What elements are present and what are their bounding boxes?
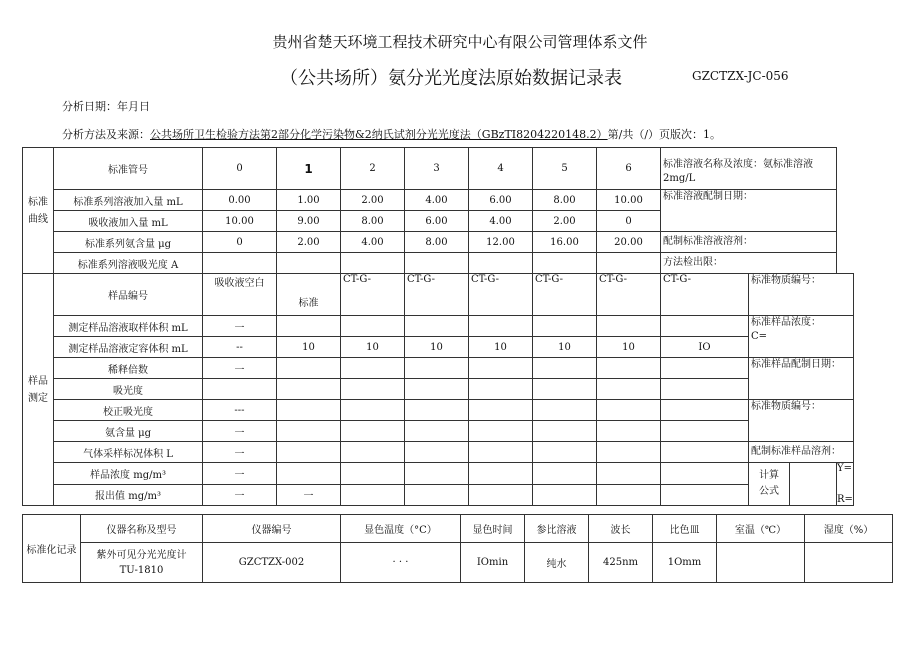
sample-cell: 一 bbox=[203, 316, 277, 337]
sample-cell bbox=[597, 484, 661, 506]
curve-cell: 2.00 bbox=[341, 190, 405, 211]
tube-1: 1 bbox=[277, 148, 341, 190]
std-solution-prep-date: 标准溶液配制日期： bbox=[661, 190, 837, 232]
sample-cell bbox=[405, 316, 469, 337]
sample-cell bbox=[341, 463, 405, 485]
sample-cell bbox=[405, 463, 469, 485]
std-header: 仪器编号 bbox=[203, 515, 341, 543]
sample-cell bbox=[533, 484, 597, 506]
sample-row-label: 校正吸光度 bbox=[54, 400, 203, 421]
tube-no-label: 标准管号 bbox=[54, 148, 203, 190]
tube-4: 4 bbox=[469, 148, 533, 190]
sample-cell bbox=[341, 316, 405, 337]
sample-cell bbox=[661, 358, 749, 379]
curve-cell: 8.00 bbox=[405, 232, 469, 253]
std-solution-name: 标准溶液名称及浓度：氨标准溶液2mg/L bbox=[661, 148, 837, 190]
std-header: 波长 bbox=[589, 515, 653, 543]
tube-6: 6 bbox=[597, 148, 661, 190]
curve-cell: 4.00 bbox=[469, 211, 533, 232]
sample-cell bbox=[533, 421, 597, 442]
sample-cell bbox=[597, 379, 661, 400]
sample-cell bbox=[661, 400, 749, 421]
sample-cell: 一 bbox=[203, 484, 277, 506]
sample-cell bbox=[341, 379, 405, 400]
sample-cell bbox=[533, 316, 597, 337]
sample-cell bbox=[341, 358, 405, 379]
record-table bbox=[22, 147, 854, 506]
curve-cell: 20.00 bbox=[597, 232, 661, 253]
std-header: 湿度（%） bbox=[805, 515, 893, 543]
curve-cell bbox=[533, 253, 597, 274]
sample-row-label: 吸光度 bbox=[54, 379, 203, 400]
tube-5: 5 bbox=[533, 148, 597, 190]
curve-cell: 4.00 bbox=[341, 232, 405, 253]
sample-cell bbox=[277, 400, 341, 421]
curve-cell: 8.00 bbox=[533, 190, 597, 211]
sample-cell: 10 bbox=[341, 337, 405, 358]
sample-cell: 10 bbox=[533, 337, 597, 358]
sample-cell: 10 bbox=[405, 337, 469, 358]
std-value: · · · bbox=[341, 543, 461, 583]
std-record-label: 标准化记录 bbox=[23, 515, 81, 583]
sample-cell bbox=[341, 484, 405, 506]
curve-cell bbox=[469, 253, 533, 274]
sample-cell bbox=[469, 421, 533, 442]
sample-cell: 10 bbox=[469, 337, 533, 358]
sample-cell bbox=[533, 379, 597, 400]
sample-cell bbox=[597, 316, 661, 337]
sample-cell bbox=[533, 463, 597, 485]
curve-cell bbox=[341, 253, 405, 274]
sample-id-cell: CT-G- bbox=[533, 274, 597, 316]
curve-row-label: 标准系列氨含量 μg bbox=[54, 232, 203, 253]
sample-cell bbox=[661, 484, 749, 506]
std-value: 纯水 bbox=[525, 543, 589, 583]
sample-cell bbox=[405, 421, 469, 442]
std-value bbox=[805, 543, 893, 583]
std-sample-prep-date: 标准样品配制日期： bbox=[749, 358, 854, 400]
calc-r: R= bbox=[837, 494, 853, 505]
curve-row-label: 吸收液加入量 mL bbox=[54, 211, 203, 232]
calc-formula-cell bbox=[749, 463, 837, 506]
std-value-instrument: 紫外可见分光光度计 TU-1810 bbox=[81, 543, 203, 583]
doc-system-title: 贵州省楚天环境工程技术研究中心有限公司管理体系文件 bbox=[272, 33, 648, 51]
sample-cell bbox=[661, 421, 749, 442]
ref-material-no-1: 标准物质编号： bbox=[749, 274, 854, 316]
sample-row-label: 气体采样标况体积 L bbox=[54, 442, 203, 463]
std-value: GZCTZX-002 bbox=[203, 543, 341, 583]
sample-cell bbox=[277, 316, 341, 337]
sample-cell bbox=[405, 442, 469, 463]
calc-formula-values bbox=[837, 463, 854, 506]
sample-cell bbox=[533, 400, 597, 421]
curve-cell: 16.00 bbox=[533, 232, 597, 253]
sample-section-label: 样品 测定 bbox=[23, 274, 54, 506]
sample-cell: 一 bbox=[277, 484, 341, 506]
sample-cell bbox=[405, 358, 469, 379]
sample-cell bbox=[469, 484, 533, 506]
curve-cell: 8.00 bbox=[341, 211, 405, 232]
sample-row-label: 测定样品溶液定容体积 mL bbox=[54, 337, 203, 358]
sample-cell bbox=[533, 358, 597, 379]
curve-cell: 1.00 bbox=[277, 190, 341, 211]
std-value: 1Omm bbox=[653, 543, 717, 583]
sample-id-cell: CT-G- bbox=[661, 274, 749, 316]
sample-id-cell: CT-G- bbox=[405, 274, 469, 316]
curve-row-label: 标准系列溶液吸光度 A bbox=[54, 253, 203, 274]
tube-3: 3 bbox=[405, 148, 469, 190]
std-header: 参比溶液 bbox=[525, 515, 589, 543]
sample-cell bbox=[405, 379, 469, 400]
std-solution-reagent: 配制标准溶液溶剂： bbox=[661, 232, 837, 253]
sample-cell bbox=[597, 421, 661, 442]
std-value bbox=[717, 543, 805, 583]
sample-row-label: 样品浓度 mg/m³ bbox=[54, 463, 203, 485]
std-header: 比色皿 bbox=[653, 515, 717, 543]
method-line bbox=[62, 126, 721, 142]
sample-cell bbox=[597, 358, 661, 379]
std-col-header: 标准 bbox=[277, 274, 341, 316]
curve-cell: 2.00 bbox=[277, 232, 341, 253]
sample-row-label: 氨含量 μg bbox=[54, 421, 203, 442]
sample-cell: --- bbox=[203, 400, 277, 421]
sample-cell bbox=[597, 442, 661, 463]
analysis-date: 分析日期：年月日 bbox=[62, 100, 150, 113]
curve-cell: 10.00 bbox=[597, 190, 661, 211]
curve-cell: 6.00 bbox=[469, 190, 533, 211]
sample-cell: 一 bbox=[203, 358, 277, 379]
doc-code: GZCTZX-JC-056 bbox=[692, 69, 789, 83]
sample-cell: -- bbox=[203, 337, 277, 358]
sample-cell bbox=[341, 421, 405, 442]
curve-cell: 9.00 bbox=[277, 211, 341, 232]
curve-row-label: 标准系列溶液加入量 mL bbox=[54, 190, 203, 211]
sample-cell bbox=[405, 400, 469, 421]
sample-id-label: 样品编号 bbox=[54, 274, 203, 316]
sample-row-label: 稀释倍数 bbox=[54, 358, 203, 379]
std-sample-concentration: 标准样品浓度： C= bbox=[749, 316, 854, 358]
sample-cell bbox=[277, 421, 341, 442]
sample-cell bbox=[661, 442, 749, 463]
calc-formula-label: 计算 公式 bbox=[749, 463, 790, 505]
form-title: （公共场所）氨分光光度法原始数据记录表 bbox=[280, 68, 622, 89]
curve-cell bbox=[203, 253, 277, 274]
sample-cell bbox=[469, 358, 533, 379]
curve-cell bbox=[405, 253, 469, 274]
sample-row-label: 报出值 mg/m³ bbox=[54, 484, 203, 506]
sample-cell bbox=[277, 379, 341, 400]
blank-col-header: 吸收液空白 bbox=[203, 274, 277, 316]
detection-limit: 方法检出限： bbox=[661, 253, 837, 274]
sample-cell bbox=[661, 316, 749, 337]
sample-cell bbox=[203, 379, 277, 400]
sample-id-cell: CT-G- bbox=[597, 274, 661, 316]
calc-y: Y= bbox=[837, 463, 852, 474]
sample-id-cell: CT-G- bbox=[469, 274, 533, 316]
curve-cell bbox=[277, 253, 341, 274]
sample-row-label: 测定样品溶液取样体积 mL bbox=[54, 316, 203, 337]
curve-cell: 4.00 bbox=[405, 190, 469, 211]
method-prefix: 分析方法及来源： bbox=[62, 128, 150, 141]
sample-cell bbox=[661, 379, 749, 400]
std-sample-reagent: 配制标准样品溶剂： bbox=[749, 442, 854, 463]
sample-cell: 10 bbox=[277, 337, 341, 358]
sample-cell: 10 bbox=[597, 337, 661, 358]
std-value: 425nm bbox=[589, 543, 653, 583]
sample-cell bbox=[469, 316, 533, 337]
curve-cell: 0.00 bbox=[203, 190, 277, 211]
curve-cell: 10.00 bbox=[203, 211, 277, 232]
sample-cell: 一 bbox=[203, 442, 277, 463]
sample-cell bbox=[661, 463, 749, 485]
sample-cell bbox=[277, 463, 341, 485]
sample-cell bbox=[341, 442, 405, 463]
std-header: 显色时间 bbox=[461, 515, 525, 543]
sample-cell bbox=[405, 484, 469, 506]
curve-cell: 2.00 bbox=[533, 211, 597, 232]
ref-material-no-2: 标准物质编号： bbox=[749, 400, 854, 442]
sample-cell: IO bbox=[661, 337, 749, 358]
curve-section-label: 标准 曲线 bbox=[23, 148, 54, 274]
sample-cell bbox=[469, 463, 533, 485]
sample-cell bbox=[533, 442, 597, 463]
sample-cell bbox=[341, 400, 405, 421]
curve-cell: 6.00 bbox=[405, 211, 469, 232]
tube-0: 0 bbox=[203, 148, 277, 190]
tube-2: 2 bbox=[341, 148, 405, 190]
sample-cell bbox=[277, 358, 341, 379]
sample-cell bbox=[469, 400, 533, 421]
sample-cell bbox=[597, 463, 661, 485]
std-header: 显色温度（°C） bbox=[341, 515, 461, 543]
std-header: 室温（℃） bbox=[717, 515, 805, 543]
curve-cell bbox=[597, 253, 661, 274]
sample-cell: 一 bbox=[203, 463, 277, 485]
sample-id-cell: CT-G- bbox=[341, 274, 405, 316]
method-source: 公共场所卫生检验方法第2部分化学污染物&2纳氏试剂分光光度法（GBzTI8204220148.2） bbox=[150, 128, 608, 141]
sample-cell bbox=[469, 442, 533, 463]
sample-cell: 一 bbox=[203, 421, 277, 442]
page-info: 第/共（/）页版次：1。 bbox=[607, 128, 722, 141]
std-value: IOmin bbox=[461, 543, 525, 583]
standardization-table bbox=[22, 514, 893, 583]
std-header: 仪器名称及型号 bbox=[81, 515, 203, 543]
curve-cell: 0 bbox=[597, 211, 661, 232]
sample-cell bbox=[597, 400, 661, 421]
curve-cell: 0 bbox=[203, 232, 277, 253]
sample-cell bbox=[469, 379, 533, 400]
curve-cell: 12.00 bbox=[469, 232, 533, 253]
sample-cell bbox=[277, 442, 341, 463]
